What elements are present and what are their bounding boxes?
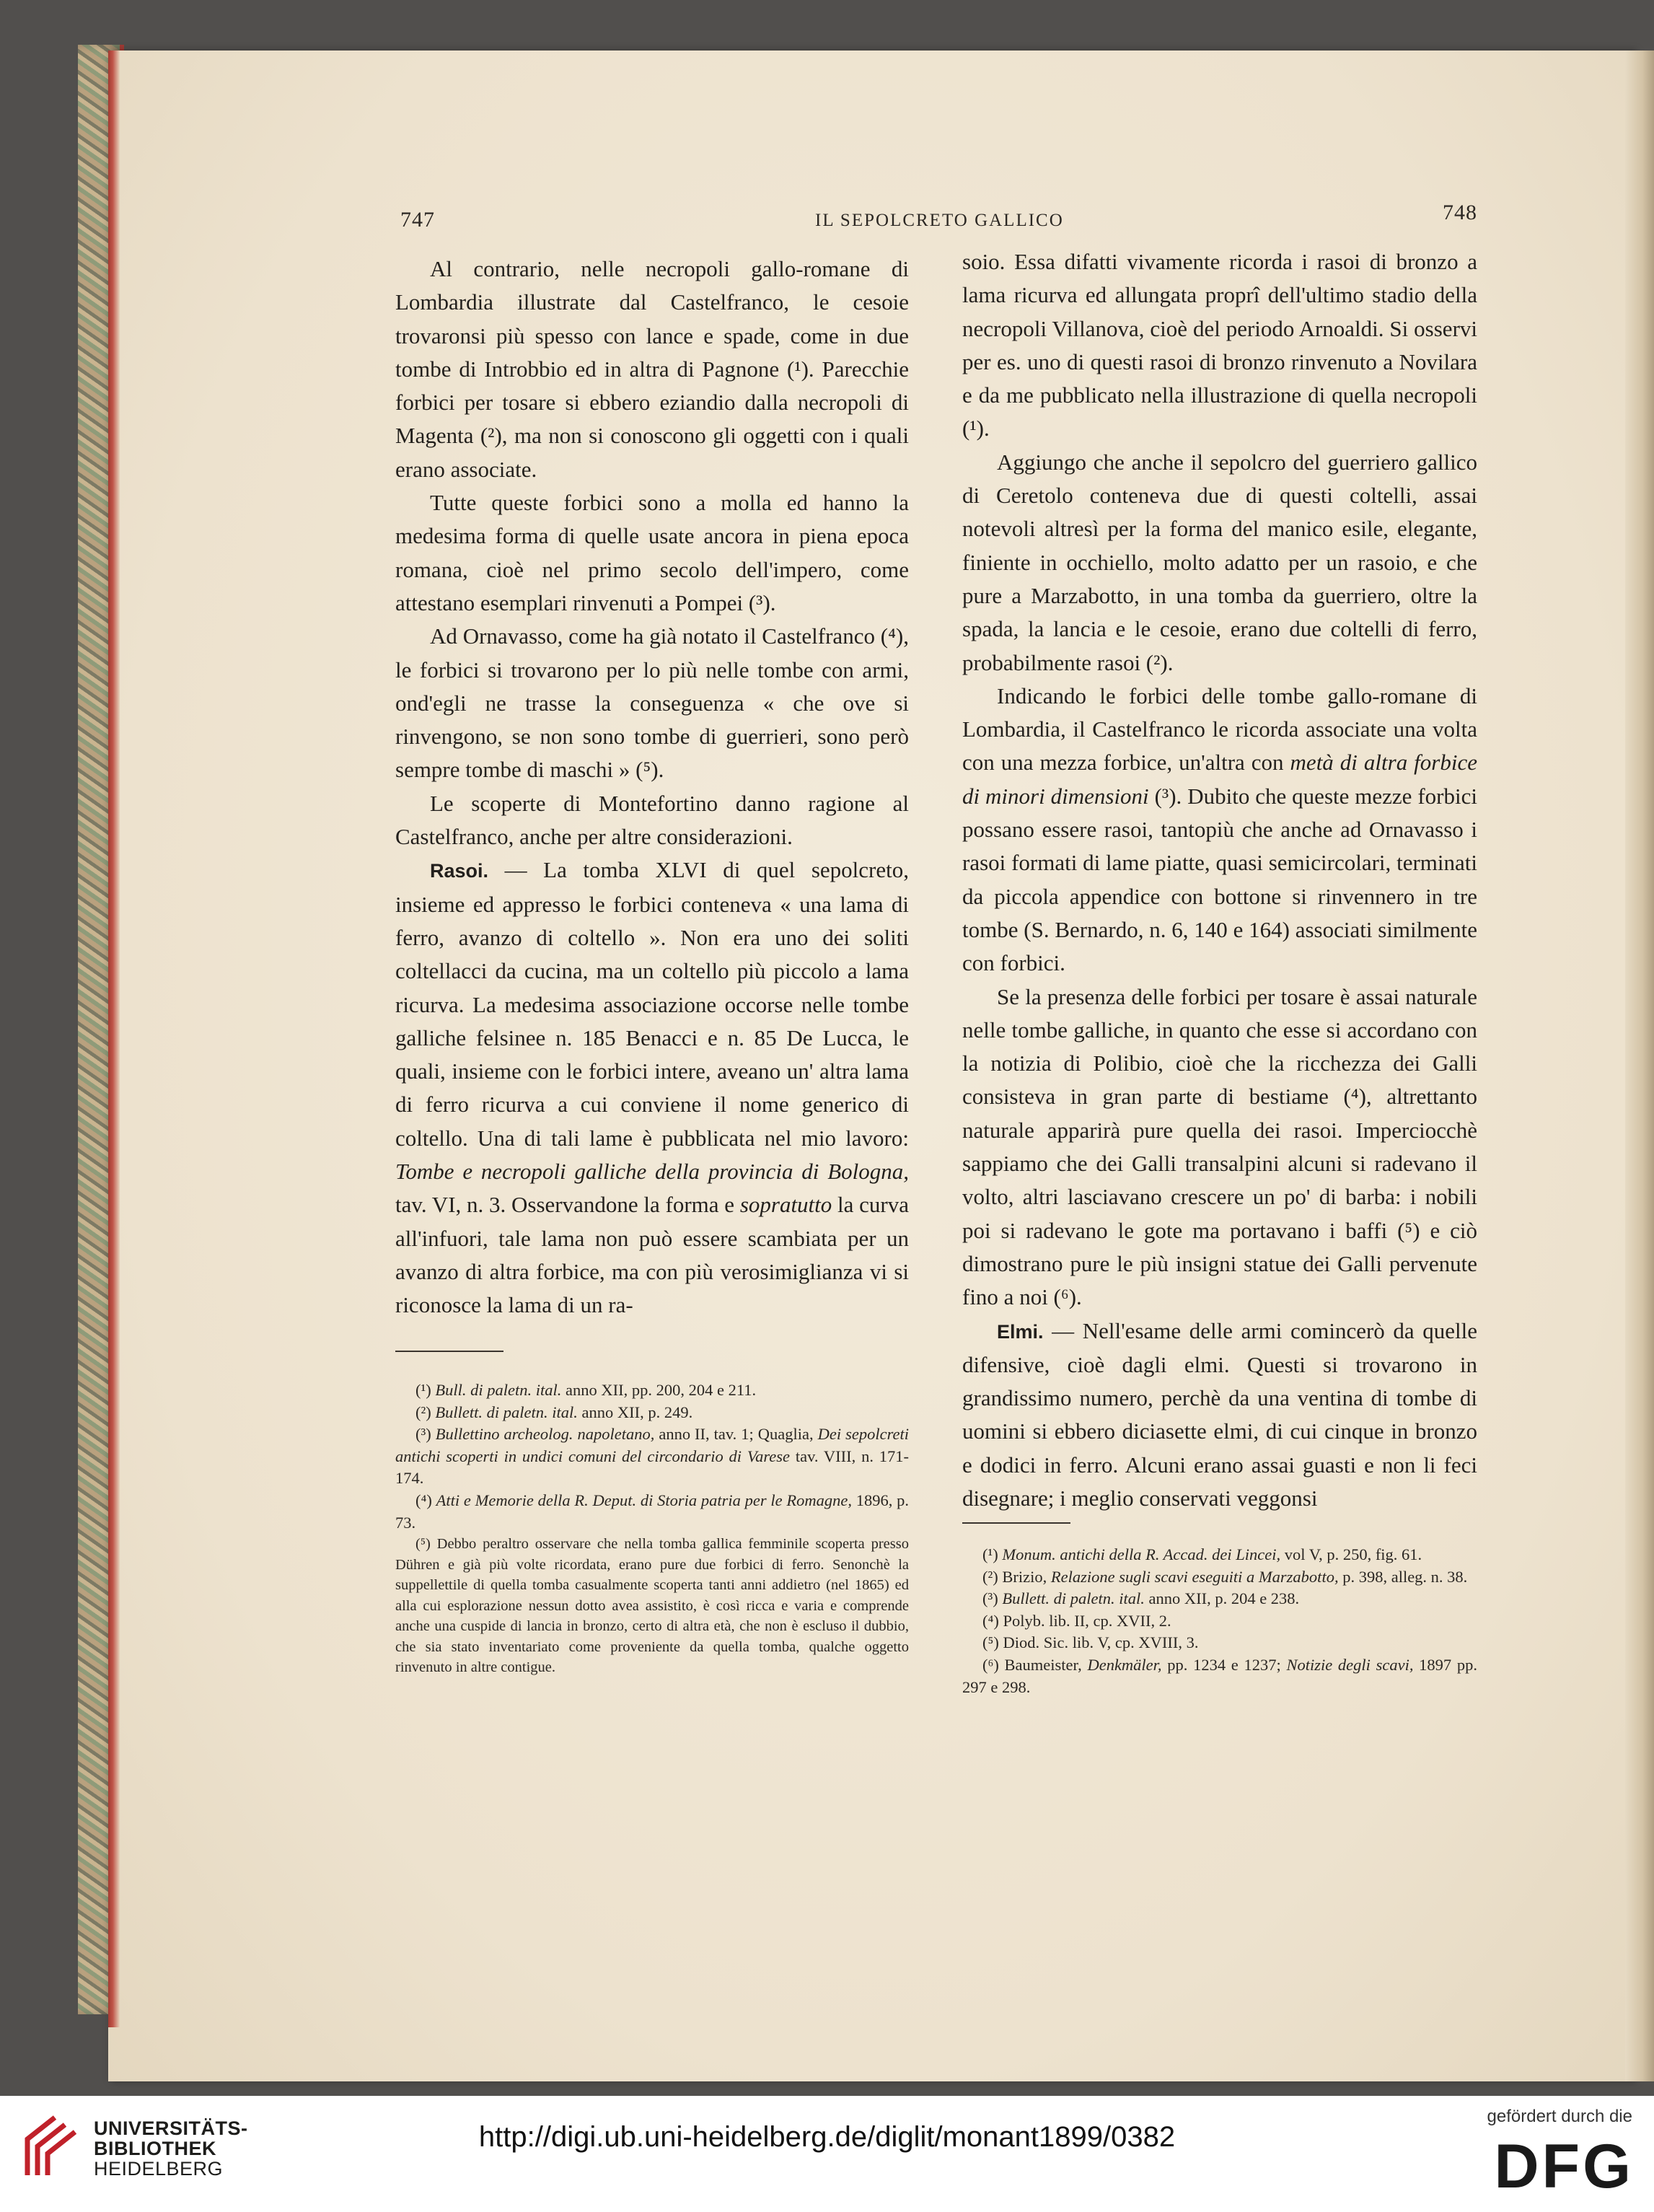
running-title: IL SEPOLCRETO GALLICO — [815, 211, 1064, 230]
paragraph-rasoi: Rasoi. — La tomba XLVI di quel sepolcreto, insieme ed appresso le forbici conteneva « una lama di ferro, avanzo di coltello ». Non era uno dei soliti coltellacci da cucina, ma un coltello più piccolo a lama ricurva. La medesima associazione occorse nelle tombe galliche felsinee n. 185 Benacci e n. 85 De Lucca, le quali, insieme con le forbici intere, aveano un' altra lama di ferro ricurva a cui conviene il nome generico di coltello. Una di tali lame è pubblicata nel mio lavoro: Tombe e necropoli galliche della provincia di Bologna, tav. VI, n. 3. Osservandone la forma e sopratutto la curva all'infuori, tale lama non può essere scambiata per un avanzo di altra forbice, ma con più verosimiglianza vi si riconosce la lama di un ra- — [395, 857, 910, 1318]
right-column — [962, 245, 1477, 1515]
footnote: (³) Bullett. di paletn. ital. anno XII, p. 204 e 238. — [982, 1589, 1300, 1608]
section-keyword: Elmi. — [997, 1320, 1044, 1343]
footnote: (⁶) Baumeister, Denkmäler, pp. 1234 e 1237; Notizie degli scavi, 1897 pp. 297 e 298. — [962, 1655, 1477, 1696]
paragraph: Tutte queste forbici sono a molla ed hanno la medesima forma di quelle usate ancora in piena epoca romana, cioè nel primo secolo dell'impero, come attestano esemplari rinvenuti a Pompei (³). — [395, 490, 909, 615]
left-column — [395, 253, 909, 1322]
footnote: (³) Bullettino archeolog. napoletano, anno II, tav. 1; Quaglia, Dei sepolcreti antichi scoperti in undici comuni del circondario di Varese tav. VIII, n. 171-174. — [395, 1425, 910, 1488]
footnote: (¹) Monum. antichi della R. Accad. dei Lincei, vol V, p. 250, fig. 61. — [982, 1545, 1422, 1563]
footnote: (²) Bullett. di paletn. ital. anno XII, p. 249. — [415, 1403, 693, 1421]
footnote: (²) Brizio, Relazione sugli scavi eseguiti a Marzabotto, p. 398, alleg. n. 38. — [982, 1567, 1468, 1586]
dfg-logo: DFG — [1494, 2132, 1634, 2201]
paragraph: soio. Essa difatti vivamente ricorda i rasoi di bronzo a lama ricurva ed allungata proprî dell'ultimo stadio della necropoli Villanova, cioè del periodo Arnoaldi. Si osservi per es. uno di questi rasoi di bronzo rinvenuto a Novilara e da me pubblicato nella illustrazione di quella necropoli (¹). — [962, 249, 1477, 442]
footnote-rule — [962, 1522, 1070, 1524]
footnote-rule — [395, 1351, 503, 1352]
left-footnotes — [395, 1379, 909, 1678]
section-keyword: Rasoi. — [430, 860, 489, 882]
red-page-edge — [108, 51, 120, 2027]
footnote: (⁴) Polyb. lib. II, cp. XVII, 2. — [982, 1611, 1171, 1630]
footnote: (⁴) Atti e Memorie della R. Deput. di Storia patria per le Romagne, 1896, p. 73. — [395, 1491, 910, 1532]
page-right-edge — [1625, 51, 1654, 2081]
permalink-url[interactable]: http://digi.ub.uni-heidelberg.de/diglit/monant1899/0382 — [478, 2121, 1176, 2153]
right-footnotes — [962, 1544, 1477, 1698]
paragraph: Aggiungo che anche il sepolcro del guerriero gallico di Ceretolo conteneva due di questi coltelli, assai notevoli altresì per la forma del manico esile, elegante, finiente in occhiello, molto adatto per un rasoio, e che pure a Marzabotto, in una tomba da guerriero, oltre la spada, la lancia e le cesoie, erano due coltelli di ferro, probabilmente rasoi (²). — [962, 449, 1477, 675]
funded-by-label: gefördert durch die — [1487, 2107, 1632, 2126]
footer-bar — [0, 2096, 1654, 2212]
paragraph: Al contrario, nelle necropoli gallo-romane di Lombardia illustrate dal Castelfranco, le cesoie trovaronsi più spesso con lance e spade, come in due tombe di Introbbio ed in altra di Pagnone (¹). Parecchie forbici per tosare si ebbero eziandio dalla necropoli di Magenta (²), ma non si conoscono gli oggetti con i quali erano associate. — [395, 256, 909, 482]
paragraph: Le scoperte di Montefortino danno ragione al Castelfranco, anche per altre considerazioni. — [395, 790, 909, 850]
left-page-number: 747 — [400, 208, 435, 232]
paragraph: Se la presenza delle forbici per tosare è assai naturale nelle tombe galliche, in quanto che esse si accordano con la notizia di Polibio, cioè che la ricchezza dei Galli consisteva in gran parte di bestiame (⁴), altrettanto naturale apparirà pure quella dei rasoi. Imperciocchè sappiamo che dei Galli transalpini alcuni si radevano il volto, altri lasciavano crescere un po' di barba: i nobili poi si radevano le gote ma portavano i baffi (⁵) e ciò dimostrano pure le più insigni statue dei Galli pervenute fino a noi (⁶). — [962, 983, 1477, 1310]
paragraph: Ad Ornavasso, come ha già notato il Castelfranco (⁴), le forbici si trovarono per lo più nelle tombe con armi, ond'egli ne trasse la conseguenza « che ove si rinvengono, se non sono tombe di guerrieri, sono però sempre tombe di maschi » (⁵). — [395, 623, 909, 783]
paragraph-elmi: Elmi. — Nell'esame delle armi comincerò da quelle difensive, cioè dagli elmi. Questi si trovarono in grandissimo numero, perchè da una ventina di tombe di uomini si ebbero diciasette elmi, di cui cinque in bronzo e dodici in ferro. Alcuni erano assai guasti e non li feci disegnare; i meglio conservati veggonsi — [962, 1317, 1477, 1511]
footnote: (⁵) Debbo peraltro osservare che nella tomba gallica femminile scoperta presso Dühren e già più volte ricordata, erano pure due forbici di ferro. Senonchè la suppellettile di quella tomba casualmente scoperta tanti anni addietro (nel 1865) ed alla cui esplorazione nessun dotto avea assistito, è così ricca e varia e comprende anche una cuspide di lancia in bronzo, certo di altra età, che non è escluso il dubbio, che sia stato inventariato come proveniente da quella tomba, qualche oggetto rinvenuto in altre contigue. — [395, 1536, 909, 1676]
paragraph: Indicando le forbici delle tombe gallo-romane di Lombardia, il Castelfranco le ricorda associate una volta con una mezza forbice, un'altra con metà di altra forbice di minori dimensioni (³). Dubito che queste mezze forbici possano essere rasoi, tantopiù che anche ad Ornavasso i rasoi formati di lame piatte, quasi semicircolari, terminati da piccola appendice con bottone si rinvennero in tre tombe (S. Bernardo, n. 6, 140 e 164) associati similmente con forbici. — [962, 683, 1477, 976]
footnote: (⁵) Diod. Sic. lib. V, cp. XVIII, 3. — [982, 1633, 1199, 1652]
right-page-number: 748 — [1443, 201, 1477, 224]
university-library-name: UNIVERSITÄTS- BIBLIOTHEK HEIDELBERG — [94, 2117, 248, 2180]
footnote: (¹) Bull. di paletn. ital. anno XII, pp. 200, 204 e 211. — [415, 1381, 757, 1399]
